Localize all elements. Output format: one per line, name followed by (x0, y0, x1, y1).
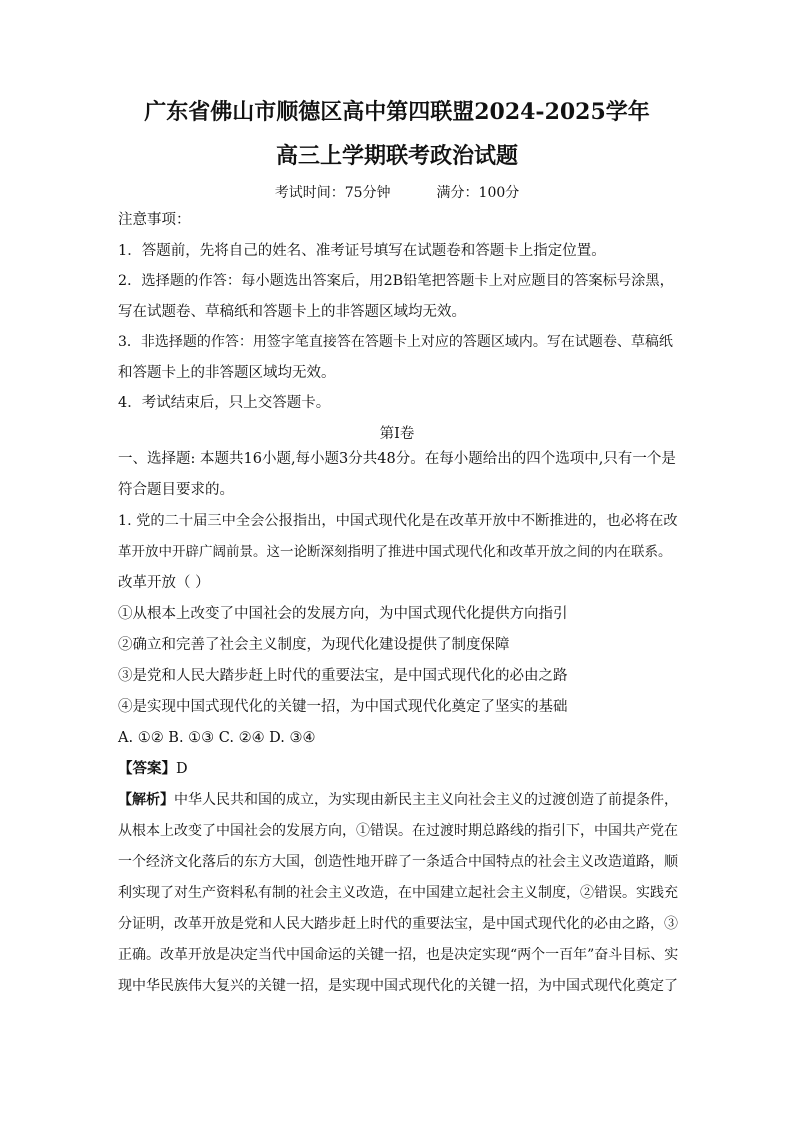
question-section (118, 449, 794, 996)
question1-stem-line: 改革开放（ ） (118, 575, 210, 591)
section-title: 第Ⅰ卷 (379, 426, 415, 442)
question1-options: A. ①② B. ①③ C. ②④ D. ③④ (118, 730, 316, 746)
analysis-line (118, 790, 678, 810)
document-title-line1: 广东省佛山市顺德区高中第四联盟2024-2025学年 (144, 99, 650, 125)
notes-heading: 注意事项： (118, 212, 191, 228)
exam-time: 考试时间：75分钟 (274, 185, 391, 201)
notes-section (118, 210, 794, 413)
exam-meta (118, 184, 676, 202)
note-item: 1．答题前，先将自己的姓名、准考证号填写在试题卷和答题卡上指定位置。 (118, 242, 606, 259)
question1-statement: ②确立和完善了社会主义制度，为现代化建设提供了制度保障 (118, 637, 510, 653)
analysis-line: 正确。改革开放是决定当代中国命运的关键一招，也是决定实现“两个一百年”奋斗目标、实 (118, 947, 679, 963)
question1-stem-line: 1. 党的二十届三中全会公报指出，中国式现代化是在改革开放中不断推进的，也必将在改 (118, 513, 678, 529)
section-intro-line: 一、选择题: 本题共16小题,每小题3分共48分。在每小题给出的四个选项中,只有一个是 (118, 451, 676, 467)
full-score: 满分：100分 (436, 185, 520, 201)
answer-label: 【答案】 (118, 760, 176, 777)
note-item: 2．选择题的作答：每小题选出答案后，用2B铅笔把答题卡上对应题目的答案标号涂黑， (118, 273, 674, 289)
note-item: 4．考试结束后，只上交答题卡。 (118, 395, 331, 411)
note-item: 3．非选择题的作答：用签字笔直接答在答题卡上对应的答题区域内。写在试题卷、草稿纸 (118, 334, 673, 350)
analysis-text: 中华人民共和国的成立，为实现由新民主主义向社会主义的过渡创造了前提条件， (174, 792, 678, 808)
answer-value: D (176, 761, 188, 777)
question1-statement: ④是实现中国式现代化的关键一招，为中国式现代化奠定了坚实的基础 (118, 699, 568, 715)
section-intro-line: 符合题目要求的。 (118, 482, 234, 498)
note-item: 和答题卡上的非答题区域均无效。 (118, 364, 336, 381)
analysis-line: 从根本上改变了中国社会的发展方向，①错误。在过渡时期总路线的指引下，中国共产党在 (118, 823, 678, 839)
question1-answer (118, 759, 678, 779)
question1-stem-line: 革开放中开辟广阔前景。这一论断深刻指明了推进中国式现代化和改革开放之间的内在联系。 (118, 544, 672, 560)
document-title-line2: 高三上学期联考政治试题 (275, 143, 518, 169)
question1-statement: ③是党和人民大踏步赶上时代的重要法宝，是中国式现代化的必由之路 (118, 668, 568, 684)
note-item: 写在试题卷、草稿纸和答题卡上的非答题区域均无效。 (118, 303, 466, 320)
analysis-line: 利实现了对生产资料私有制的社会主义改造，在中国建立起社会主义制度，②错误。实践充 (118, 885, 678, 901)
analysis-line: 现中华民族伟大复兴的关键一招，是实现中国式现代化的关键一招，为中国式现代化奠定了 (118, 978, 678, 994)
analysis-line: 一个经济文化落后的东方大国，创造性地开辟了一条适合中国特点的社会主义改造道路，顺 (118, 854, 678, 870)
analysis-line: 分证明，改革开放是党和人民大踏步赶上时代的重要法宝，是中国式现代化的必由之路，③ (118, 916, 678, 932)
question1-statement: ①从根本上改变了中国社会的发展方向，为中国式现代化提供方向指引 (118, 606, 568, 622)
analysis-label: 【解析】 (118, 792, 174, 808)
